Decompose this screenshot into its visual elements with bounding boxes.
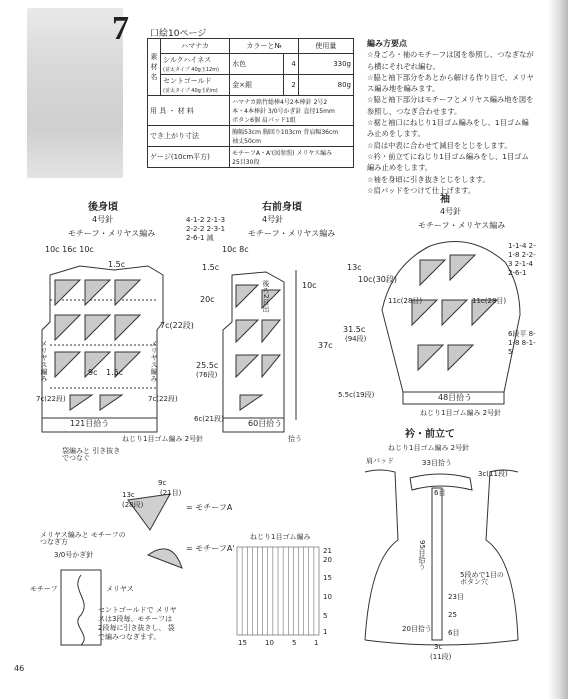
pattern-number: 7 bbox=[112, 10, 129, 47]
tools-value: ハマナカ銘竹総棒4号2本棒針 2号2 本・4本棒針 3/0号かぎ針 直径15mm ボタン6個 肩パッド1組 bbox=[230, 96, 354, 126]
rib-chart-title: ねじり1目ゴム編み bbox=[250, 533, 311, 541]
joining-motif-label: モチーフ bbox=[30, 585, 58, 593]
page-number: 46 bbox=[14, 664, 25, 673]
finish-label: でき上がり寸法 bbox=[148, 126, 230, 147]
material-label: 素材名 bbox=[148, 39, 161, 96]
sleeve-decreases: 1-1-4 2-1-8 2-2-3 2-1-4 2-6-1 bbox=[508, 242, 536, 277]
motif-r13: 13c bbox=[122, 491, 135, 499]
front-shoulder: 10c bbox=[302, 281, 317, 290]
yarn-2-name: セントゴールド (並太タイプ 40g玉約m) bbox=[161, 75, 230, 96]
collar-title: 衿・前立て bbox=[405, 429, 455, 440]
instruction-line: み止めをします。 bbox=[367, 129, 425, 139]
front-pick: 拾う bbox=[288, 435, 302, 443]
back-knit-right: メリヤス編み bbox=[150, 340, 158, 382]
back-join-note: 袋編みと 引き抜きでつなぐ bbox=[62, 447, 121, 462]
joining-note: セントゴールドで メリヤスは3段毎、モチーフは 2段毎に引き抜きし、 袋で編みつなぎます。 bbox=[98, 606, 177, 641]
collar-c23: 23目 bbox=[448, 593, 464, 601]
instruction-line: ☆袖を身頃に引き抜きとじをします。 bbox=[367, 174, 490, 184]
rib-right-20: 20 bbox=[323, 556, 332, 564]
sleeve-side: 11c(28目) bbox=[388, 297, 423, 305]
collar-caption: ねじり1目ゴム編み 2号針 bbox=[388, 444, 470, 452]
sleeve-count: 48目拾う bbox=[438, 393, 473, 402]
back-top-dims: 10c 16c 10c bbox=[45, 245, 94, 254]
front-h255: 25.5c bbox=[196, 361, 219, 370]
front-h6: 6c(21段) bbox=[194, 415, 224, 423]
instruction-line: ☆脇と袖下部分はモチーフとメリヤス編み地を図を bbox=[367, 95, 534, 105]
rib-bottom-5: 5 bbox=[292, 639, 297, 647]
front-neck: 1.5c bbox=[202, 263, 220, 272]
sleeve-h315: 31.5c bbox=[343, 325, 366, 334]
instruction-line: 編み止めをします。 bbox=[367, 163, 433, 173]
sleeve-top: 10c(30段) bbox=[358, 275, 397, 284]
front-back-ref: 後ろ2目出 bbox=[262, 280, 270, 313]
sleeve-wrist: 5.5c(19段) bbox=[338, 391, 375, 399]
front-needle: 4号針 bbox=[262, 215, 284, 224]
joining-knit-label: メリヤス bbox=[106, 585, 134, 593]
back-bottom-count: 121目拾う bbox=[70, 419, 110, 428]
col-brand: ハマナカ bbox=[161, 39, 230, 54]
col-color: カラーと№ bbox=[230, 39, 299, 54]
front-motif-triangles bbox=[236, 285, 280, 410]
yarn-2-num: 2 bbox=[283, 75, 298, 96]
back-rows-right: 7c(22段) bbox=[160, 321, 194, 330]
rib-chart-columns bbox=[242, 547, 314, 635]
tools-label: 用 具 ・ 材 料 bbox=[148, 96, 230, 126]
yarn-2-amount: 80g bbox=[298, 75, 353, 96]
joining-diagram bbox=[61, 570, 101, 645]
front-h20: 20c bbox=[200, 295, 215, 304]
collar-c25: 25 bbox=[448, 611, 457, 619]
instruction-line: ☆衿・前立てにねじり1目ゴム編みをし、1目ゴム bbox=[367, 151, 529, 161]
rib-right-21: 21 bbox=[323, 547, 332, 555]
sleeve-hem-caption: ねじり1目ゴム編み 2号針 bbox=[420, 409, 502, 417]
yarn-1-num: 4 bbox=[283, 54, 298, 75]
collar-c3b: 3c bbox=[434, 643, 443, 651]
back-title: 後身頃 bbox=[88, 202, 118, 213]
finish-value: 胸幅53cm 胸回り103cm 背肩幅36cm 袖丈50cm bbox=[230, 126, 354, 147]
collar-c5: 5段めで1目の ボタン穴 bbox=[460, 571, 504, 586]
yarn-1-amount: 330g bbox=[298, 54, 353, 75]
joining-stitch-path bbox=[78, 575, 84, 645]
photo-page-ref: 口絵10ページ bbox=[150, 29, 207, 39]
front-h255b: (76段) bbox=[196, 371, 218, 379]
yarn-1-name: シルクハイネス (並太タイプ 40g玉12m) bbox=[161, 54, 230, 75]
sleeve-pattern: モチーフ・メリヤス編み bbox=[418, 221, 506, 230]
back-pattern: モチーフ・メリヤス編み bbox=[68, 229, 156, 238]
gauge-value: モチーフA・A'(図参照) メリヤス編み 25目30段 bbox=[230, 147, 354, 168]
rib-right-1: 1 bbox=[323, 628, 328, 636]
sleeve-h13: 13c bbox=[347, 263, 362, 272]
sleeve-side-2: 11c(28目) bbox=[472, 297, 507, 305]
front-decreases: 4-1-2 2-1-3 2-2-2 2-3-1 2-6-1 減 bbox=[186, 216, 226, 242]
collar-c95: 95目拾う bbox=[418, 540, 426, 570]
yarn-2-color: 金×銀 bbox=[230, 75, 284, 96]
rib-right-5: 5 bbox=[323, 612, 328, 620]
instruction-line: ☆身ごろ・袖のモチーフは図を参照し、つなぎなが bbox=[367, 50, 534, 60]
back-mid-b: 1.5c bbox=[106, 368, 124, 377]
joining-title: メリヤス編みと モチーフのつなぎ方 bbox=[40, 531, 126, 546]
yarn-1-color: 水色 bbox=[230, 54, 284, 75]
motif-a-prime-sample bbox=[148, 549, 182, 568]
motif-r9: 9c bbox=[158, 479, 167, 487]
back-neck: 1.5c bbox=[108, 260, 126, 269]
front-center: 37c bbox=[318, 341, 333, 350]
collar-c33: 33目拾う bbox=[422, 459, 452, 467]
motif-label-a: = モチーフA bbox=[186, 503, 233, 512]
instruction-line: ら横にそれぞれ編む。 bbox=[367, 61, 440, 71]
front-bottom-count: 60目拾う bbox=[248, 419, 283, 428]
back-mid-a: 9c bbox=[88, 368, 98, 377]
sleeve-increases: 6段平 8-1-8 8-1-5 bbox=[508, 330, 536, 356]
collar-shoulder-pad: 肩パッド bbox=[366, 457, 394, 465]
collar-c3: 3c(11段) bbox=[478, 470, 508, 478]
back-side-a: 7c(22段) bbox=[36, 395, 66, 403]
sleeve-motif-triangles bbox=[412, 255, 497, 370]
instructions-heading: 編み方要点 bbox=[367, 39, 407, 48]
motif-label-a-prime: = モチーフA' bbox=[186, 544, 235, 553]
motif-a-sample bbox=[128, 494, 170, 530]
motif-r28: (28段) bbox=[122, 501, 144, 509]
col-amount: 使用量 bbox=[298, 39, 353, 54]
sleeve-h315b: (94段) bbox=[345, 335, 367, 343]
motif-r21: (21目) bbox=[160, 489, 182, 497]
front-pattern: モチーフ・メリヤス編み bbox=[248, 229, 336, 238]
instruction-line: ス編み地を編みます。 bbox=[367, 84, 440, 94]
back-needle: 4号針 bbox=[92, 215, 114, 224]
instruction-line: ☆肩パッドをつけて仕上げます。 bbox=[367, 185, 476, 195]
collar-c11: (11段) bbox=[430, 653, 452, 661]
instruction-line: ☆裾と袖口にねじり1目ゴム編みをし、1目ゴム編 bbox=[367, 118, 529, 128]
front-top-dims: 10c 8c bbox=[222, 245, 249, 254]
instruction-line: 参照し、つなぎ合わせます。 bbox=[367, 106, 462, 116]
front-title: 右前身頃 bbox=[262, 202, 302, 213]
rib-right-15: 15 bbox=[323, 574, 332, 582]
back-hem-caption: ねじり1目ゴム編み 2号針 bbox=[122, 435, 204, 443]
sleeve-title: 袖 bbox=[440, 194, 450, 205]
back-knit-left: メリヤス編み bbox=[40, 340, 48, 382]
collar-c6b: 6目 bbox=[448, 629, 460, 637]
sleeve-needle: 4号針 bbox=[440, 207, 462, 216]
gauge-label: ゲージ(10cm平方) bbox=[148, 147, 230, 168]
rib-right-10: 10 bbox=[323, 593, 332, 601]
rib-bottom-10: 10 bbox=[265, 639, 274, 647]
rib-bottom-1: 1 bbox=[314, 639, 319, 647]
back-side-b: 7c(22段) bbox=[148, 395, 178, 403]
joining-needle: 3/0号かぎ針 bbox=[54, 551, 94, 559]
rib-bottom-15: 15 bbox=[238, 639, 247, 647]
collar-c20: 20目拾う bbox=[402, 625, 432, 633]
collar-c6: 6目 bbox=[434, 489, 446, 497]
instruction-line: ☆脇と袖下部分をあとから解ける作り目で、メリヤ bbox=[367, 72, 534, 82]
instruction-line: ☆肩は中表に合わせて減目をとじをします。 bbox=[367, 140, 512, 150]
